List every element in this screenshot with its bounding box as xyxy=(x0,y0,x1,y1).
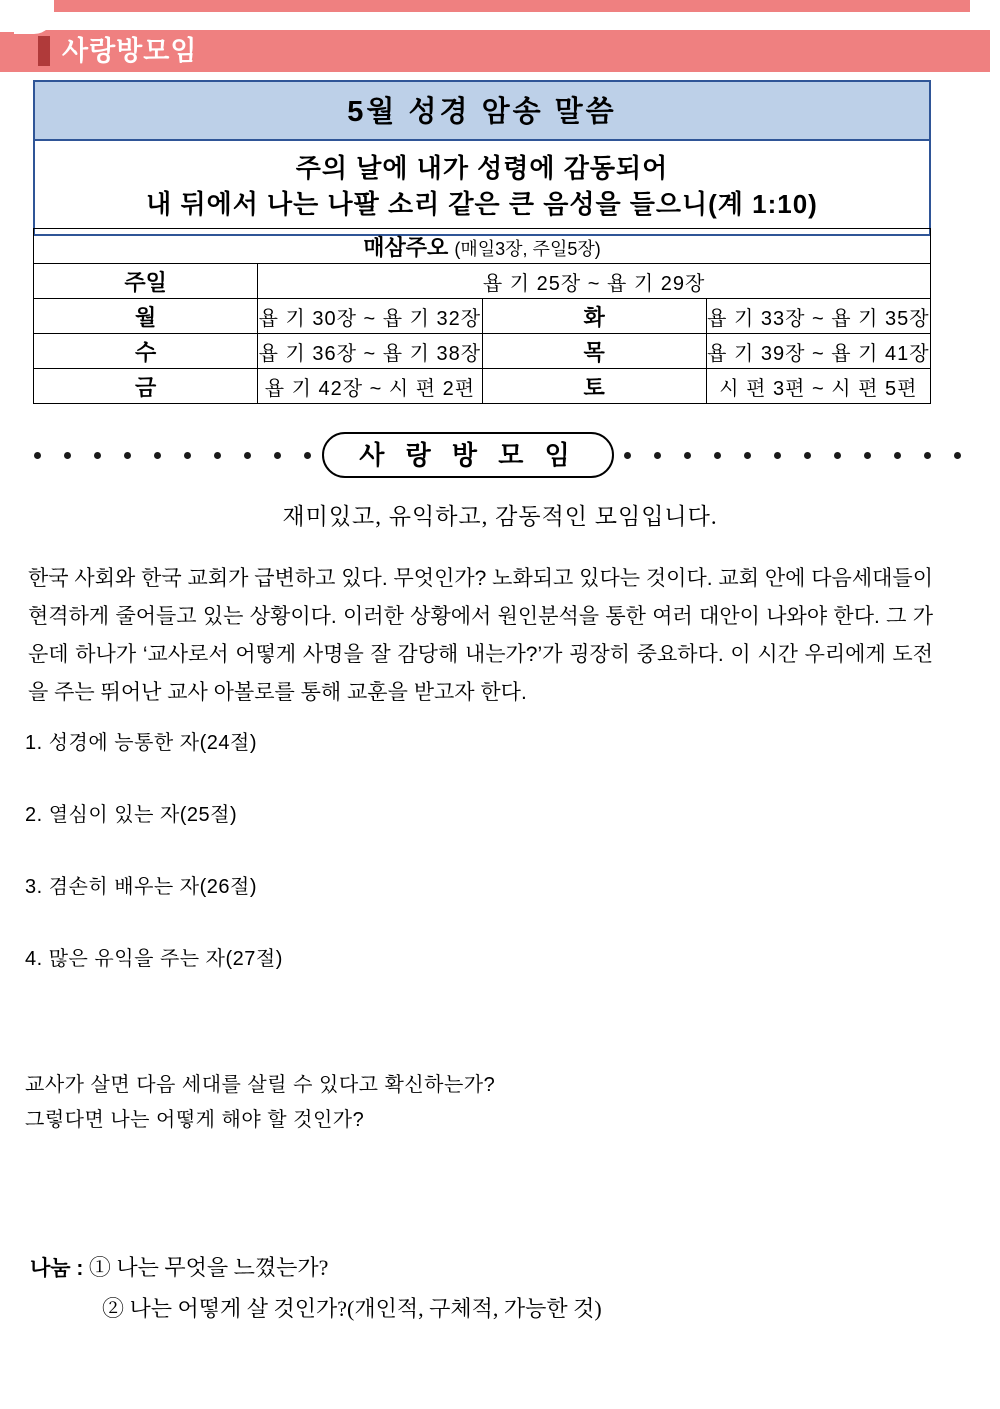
list-item: 4. 많은 유익을 주는 자(27절) xyxy=(25,948,283,970)
list-item: 1. 성경에 능통한 자(24절) xyxy=(25,732,257,754)
plan-range-value: 욥 기 33장 ~ 욥 기 35장 xyxy=(706,299,930,334)
sharing-item-2: ② 나는 어떻게 살 것인가?(개인적, 구체적, 가능한 것) xyxy=(102,1296,602,1321)
section-divider xyxy=(0,432,1000,484)
reading-plan-header-sub: (매일3장, 주일5장) xyxy=(454,238,601,259)
plan-day-label: 화 xyxy=(482,299,706,334)
reading-plan-header-main: 매삼주오 xyxy=(363,234,449,260)
plan-day-label: 목 xyxy=(482,334,706,369)
sharing-line-1 xyxy=(30,1248,930,1289)
points-list xyxy=(25,729,925,1017)
reading-plan-table xyxy=(33,228,931,404)
sharing-label: 나눔 : xyxy=(30,1257,84,1280)
table-row xyxy=(34,334,931,369)
divider-dots-right xyxy=(624,452,984,459)
plan-day-label: 수 xyxy=(34,334,258,369)
table-header-row xyxy=(34,229,931,264)
sharing-section xyxy=(30,1248,930,1329)
reading-plan-header-cell xyxy=(34,229,931,264)
section-title-badge: 사 랑 방 모 임 xyxy=(322,432,614,478)
memory-verse-box xyxy=(33,80,931,236)
plan-range-value: 시 편 3편 ~ 시 편 5편 xyxy=(706,369,930,404)
header-tab-marker-icon xyxy=(38,36,50,66)
plan-range-value: 욥 기 42장 ~ 시 편 2편 xyxy=(258,369,482,404)
section-subtitle: 재미있고, 유익하고, 감동적인 모임입니다. xyxy=(282,504,718,529)
table-row xyxy=(34,369,931,404)
divider-dots-left xyxy=(34,452,334,459)
page-header-banner xyxy=(0,0,1000,78)
question-line-1: 교사가 살면 다음 세대를 살릴 수 있다고 확신하는가? xyxy=(25,1074,496,1096)
plan-range-value: 욥 기 39장 ~ 욥 기 41장 xyxy=(706,334,930,369)
memory-verse-title: 5월 성경 암송 말씀 xyxy=(35,82,929,141)
reflection-questions xyxy=(25,1068,925,1138)
plan-range-value: 욥 기 30장 ~ 욥 기 32장 xyxy=(258,299,482,334)
list-item: 2. 열심이 있는 자(25절) xyxy=(25,804,238,826)
sharing-item-1: ① 나는 무엇을 느꼈는가? xyxy=(88,1255,329,1280)
plan-day-label: 금 xyxy=(34,369,258,404)
plan-day-label: 토 xyxy=(482,369,706,404)
list-item: 3. 겸손히 배우는 자(26절) xyxy=(25,876,257,898)
plan-range-value: 욥 기 25장 ~ 욥 기 29장 xyxy=(258,264,931,299)
memory-verse-line-1: 주의 날에 내가 성령에 감동되어 xyxy=(295,153,669,183)
header-top-stripe xyxy=(0,0,1000,12)
question-line-2: 그렇다면 나는 어떻게 해야 할 것인가? xyxy=(25,1109,365,1131)
table-row xyxy=(34,264,931,299)
plan-range-value: 욥 기 36장 ~ 욥 기 38장 xyxy=(258,334,482,369)
header-right-notch xyxy=(970,0,1000,14)
header-left-notch xyxy=(0,0,22,32)
plan-day-label: 주일 xyxy=(34,264,258,299)
memory-verse-line-2: 내 뒤에서 나는 나팔 소리 같은 큰 음성을 들으니(계 1:10) xyxy=(146,189,818,219)
body-paragraph: 한국 사회와 한국 교회가 급변하고 있다. 무엇인가? 노화되고 있다는 것이다. 교회 안에 다음세대들이 현격하게 줄어들고 있는 상황이다. 이러한 상황에서 원인분석을 통한 여러 대안이 나와야 한다. 그 가운데 하나가 ‘교사로서 어떻게 사명을 잘 감당해 내는가?’가 굉장히 중요하다. 이 시간 우리에게 도전을 주는 뛰어난 교사 아볼로를 통해 교훈을 받고자 한다. xyxy=(28,567,933,704)
memory-verse-text xyxy=(35,141,929,234)
table-row xyxy=(34,299,931,334)
plan-day-label: 월 xyxy=(34,299,258,334)
page-title: 사랑방모임 xyxy=(62,36,198,66)
